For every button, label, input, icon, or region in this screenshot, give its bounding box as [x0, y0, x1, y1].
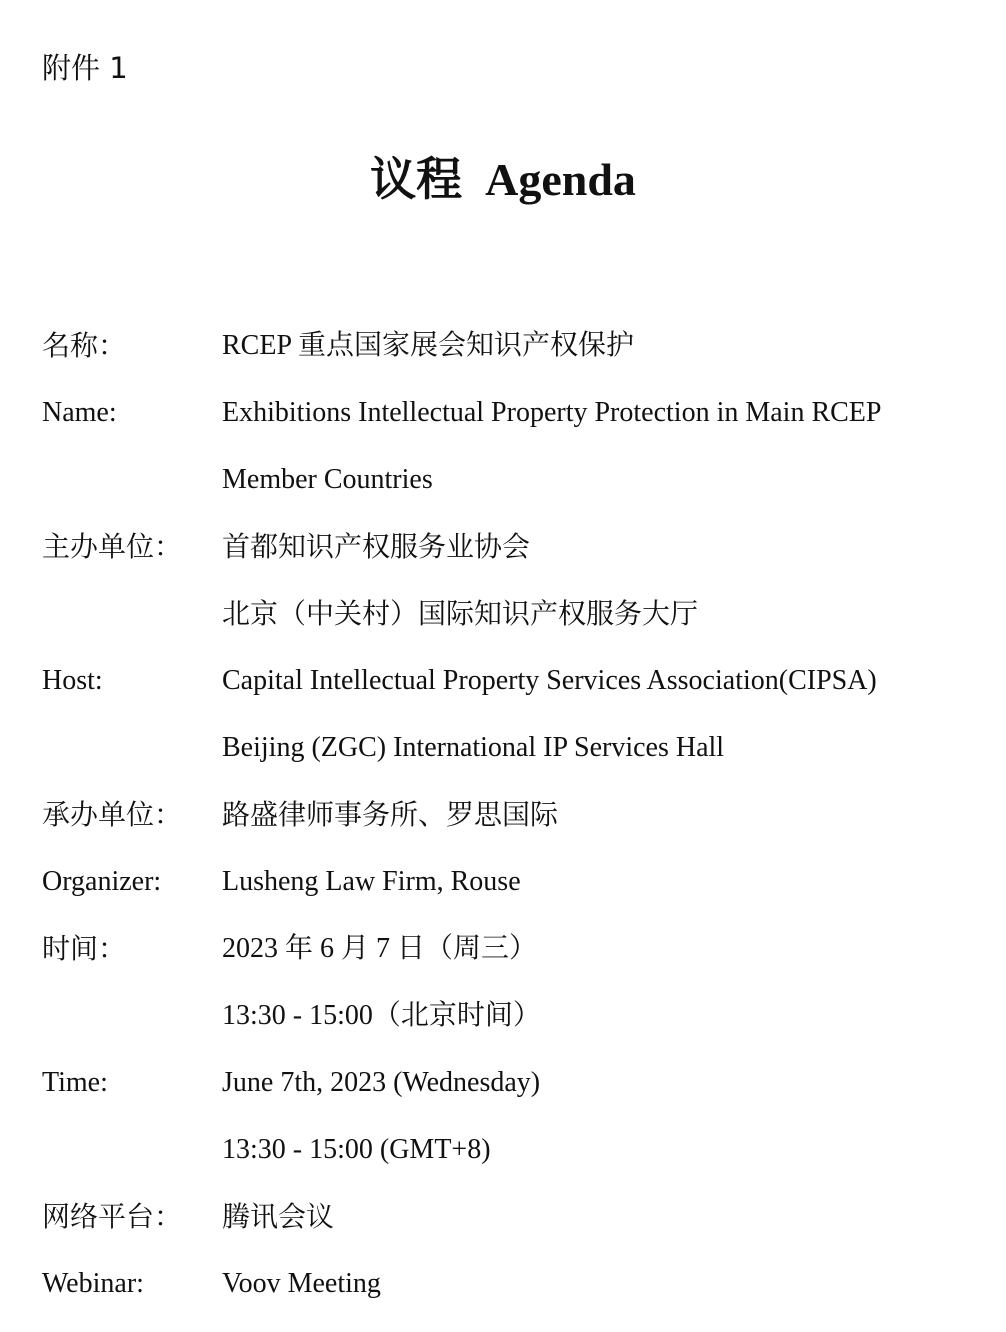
value-webinar-cn: 腾讯会议 [222, 1200, 335, 1233]
value-host-cn-2: 北京（中关村）国际知识产权服务大厅 [222, 597, 699, 630]
value-webinar-en: Voov Meeting [222, 1268, 381, 1299]
value-name-en-cont: Member Countries [222, 464, 433, 495]
row-host-en-cont [42, 724, 992, 791]
row-time-en [42, 1059, 992, 1126]
row-organizer-cn [42, 791, 992, 858]
row-time-cn [42, 925, 992, 992]
label-organizer-cn: 承办单位： [42, 798, 183, 831]
agenda-details [42, 322, 992, 1327]
value-organizer-en: Lusheng Law Firm, Rouse [222, 866, 521, 897]
value-date-cn: 2023 年 6 月 7 日（周三） [222, 933, 538, 964]
row-host-en [42, 657, 992, 724]
label-time-cn: 时间： [42, 932, 127, 965]
value-hours-cn: 13:30 - 15:00（北京时间） [222, 1000, 541, 1031]
value-name-en: Exhibitions Intellectual Property Protection in Main RCEP [222, 397, 882, 428]
label-name-cn: 名称： [42, 329, 127, 362]
value-name-cn: RCEP 重点国家展会知识产权保护 [222, 330, 634, 361]
value-hours-en: 13:30 - 15:00 (GMT+8) [222, 1134, 491, 1165]
row-webinar-en [42, 1260, 992, 1327]
value-organizer-cn: 路盛律师事务所、罗思国际 [222, 798, 559, 831]
label-host-en: Host: [42, 665, 103, 696]
row-time-cn-cont [42, 992, 992, 1059]
label-host-cn: 主办单位： [42, 530, 183, 563]
label-webinar-en: Webinar: [42, 1268, 144, 1299]
attachment-label: 附件 1 [42, 51, 128, 85]
row-host-cn-cont [42, 590, 992, 657]
page-title: 议程 Agenda [370, 154, 636, 205]
row-host-cn [42, 523, 992, 590]
label-webinar-cn: 网络平台： [42, 1200, 183, 1233]
row-name-en-cont [42, 456, 992, 523]
row-time-en-cont [42, 1126, 992, 1193]
value-host-en-2: Beijing (ZGC) International IP Services Hall [222, 732, 725, 763]
value-date-en: June 7th, 2023 (Wednesday) [222, 1067, 541, 1098]
label-name-en: Name: [42, 397, 117, 428]
row-organizer-en [42, 858, 992, 925]
value-host-cn-1: 首都知识产权服务业协会 [222, 530, 531, 563]
value-host-en-1: Capital Intellectual Property Services Association(CIPSA) [222, 665, 877, 696]
label-organizer-en: Organizer: [42, 866, 162, 897]
row-webinar-cn [42, 1193, 992, 1260]
row-name-cn [42, 322, 992, 389]
row-name-en [42, 389, 992, 456]
label-time-en: Time: [42, 1067, 108, 1098]
